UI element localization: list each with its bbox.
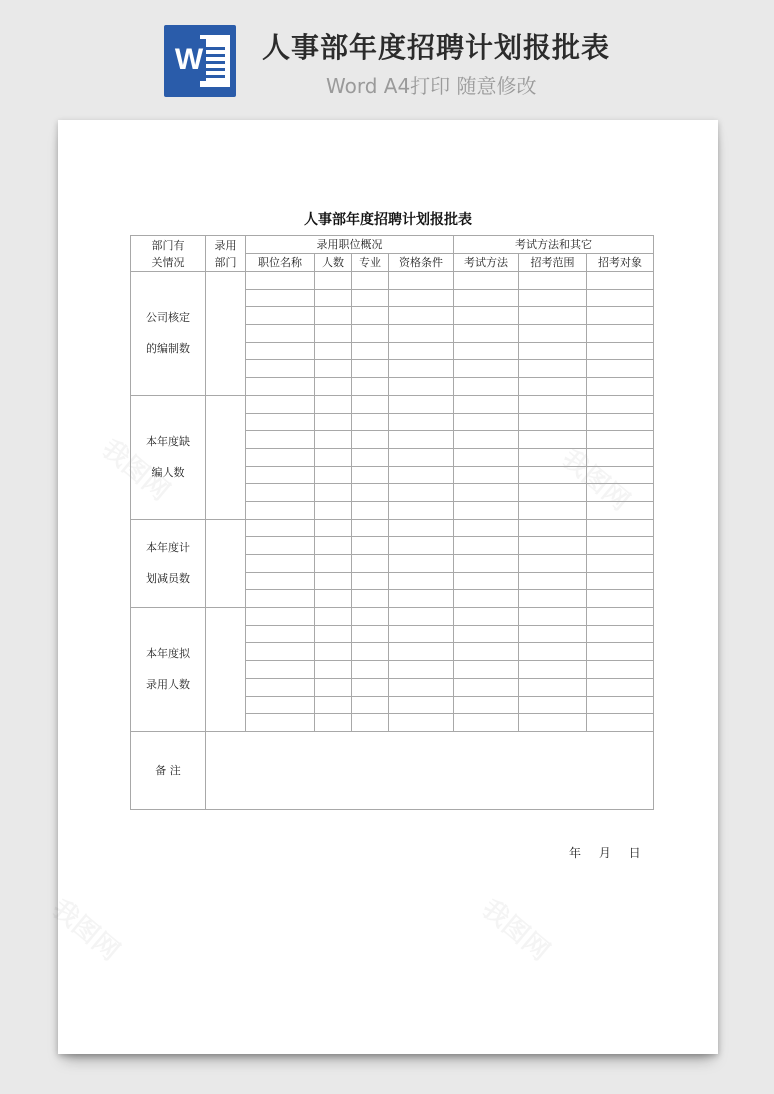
table-cell[interactable]	[315, 696, 352, 714]
table-cell[interactable]	[389, 289, 454, 307]
table-cell[interactable]	[587, 378, 654, 396]
table-cell[interactable]	[389, 413, 454, 431]
table-cell[interactable]	[389, 448, 454, 466]
table-cell[interactable]	[454, 307, 519, 325]
table-cell[interactable]	[587, 678, 654, 696]
table-cell[interactable]	[389, 360, 454, 378]
table-cell[interactable]	[519, 519, 587, 537]
table-cell[interactable]	[519, 625, 587, 643]
table-cell[interactable]	[246, 272, 315, 290]
table-cell[interactable]	[587, 342, 654, 360]
table-cell[interactable]	[587, 360, 654, 378]
table-cell[interactable]	[519, 395, 587, 413]
table-cell[interactable]	[454, 272, 519, 290]
table-cell[interactable]	[587, 289, 654, 307]
table-cell[interactable]	[454, 608, 519, 626]
table-cell[interactable]	[246, 484, 315, 502]
table-cell[interactable]	[246, 608, 315, 626]
table-cell[interactable]	[246, 325, 315, 343]
table-cell[interactable]	[519, 378, 587, 396]
table-cell[interactable]	[315, 661, 352, 679]
table-cell[interactable]	[315, 307, 352, 325]
table-cell[interactable]	[454, 466, 519, 484]
table-cell[interactable]	[519, 484, 587, 502]
table-cell[interactable]	[315, 448, 352, 466]
table-cell[interactable]	[246, 448, 315, 466]
table-cell[interactable]	[454, 360, 519, 378]
table-cell[interactable]	[454, 413, 519, 431]
hiring-dept-cell[interactable]	[206, 608, 246, 732]
table-cell[interactable]	[352, 484, 389, 502]
table-cell[interactable]	[454, 537, 519, 555]
table-cell[interactable]	[352, 378, 389, 396]
table-cell[interactable]	[315, 714, 352, 732]
table-cell[interactable]	[315, 378, 352, 396]
table-cell[interactable]	[246, 360, 315, 378]
table-cell[interactable]	[587, 448, 654, 466]
table-cell[interactable]	[389, 519, 454, 537]
table-cell[interactable]	[352, 590, 389, 608]
table-cell[interactable]	[315, 484, 352, 502]
table-cell[interactable]	[246, 625, 315, 643]
remark-cell[interactable]	[206, 731, 654, 809]
table-cell[interactable]	[315, 325, 352, 343]
table-cell[interactable]	[454, 431, 519, 449]
table-cell[interactable]	[389, 555, 454, 573]
date-line: 年 月 日	[569, 846, 641, 860]
table-cell[interactable]	[246, 395, 315, 413]
table-cell[interactable]	[246, 501, 315, 519]
table-cell[interactable]	[246, 378, 315, 396]
table-cell[interactable]	[389, 678, 454, 696]
header-dept-info: 部门有关情况	[131, 236, 206, 272]
table-cell[interactable]	[389, 608, 454, 626]
section-label: 本年度缺编人数	[131, 395, 206, 519]
table-cell[interactable]	[315, 519, 352, 537]
table-cell[interactable]	[454, 572, 519, 590]
table-cell[interactable]	[246, 678, 315, 696]
table-cell[interactable]	[454, 678, 519, 696]
table-cell[interactable]	[352, 289, 389, 307]
hiring-dept-cell[interactable]	[206, 395, 246, 519]
word-logo-icon	[164, 25, 236, 97]
recruitment-plan-table	[130, 235, 654, 810]
table-cell[interactable]	[389, 625, 454, 643]
table-cell[interactable]	[587, 590, 654, 608]
table-cell[interactable]	[587, 714, 654, 732]
table-cell[interactable]	[246, 572, 315, 590]
hiring-dept-cell[interactable]	[206, 272, 246, 396]
table-cell[interactable]	[389, 342, 454, 360]
table-cell[interactable]	[389, 466, 454, 484]
table-row	[131, 395, 654, 413]
table-cell[interactable]	[389, 395, 454, 413]
table-cell[interactable]	[352, 678, 389, 696]
table-cell[interactable]	[454, 289, 519, 307]
sub-header-cell: 招考对象	[587, 254, 654, 272]
table-cell[interactable]	[352, 360, 389, 378]
table-cell[interactable]	[519, 678, 587, 696]
table-cell[interactable]	[519, 325, 587, 343]
table-cell[interactable]	[587, 466, 654, 484]
page-title: 人事部年度招聘计划报批表	[262, 31, 611, 64]
table-cell[interactable]	[315, 342, 352, 360]
table-cell[interactable]	[454, 643, 519, 661]
table-cell[interactable]	[315, 272, 352, 290]
table-cell[interactable]	[587, 537, 654, 555]
document-title: 人事部年度招聘计划报批表	[304, 212, 472, 228]
table-cell[interactable]	[246, 643, 315, 661]
table-cell[interactable]	[519, 413, 587, 431]
table-cell[interactable]	[389, 696, 454, 714]
hiring-dept-cell[interactable]	[206, 519, 246, 607]
table-cell[interactable]	[246, 661, 315, 679]
table-cell[interactable]	[454, 378, 519, 396]
table-cell[interactable]	[352, 325, 389, 343]
table-cell[interactable]	[315, 466, 352, 484]
table-cell[interactable]	[519, 661, 587, 679]
header-hiring-dept: 录用部门	[206, 236, 246, 272]
table-cell[interactable]	[389, 643, 454, 661]
table-cell[interactable]	[454, 555, 519, 573]
table-cell[interactable]	[315, 395, 352, 413]
table-cell[interactable]	[352, 608, 389, 626]
table-cell[interactable]	[352, 501, 389, 519]
table-cell[interactable]	[246, 413, 315, 431]
table-cell[interactable]	[587, 643, 654, 661]
table-cell[interactable]	[587, 572, 654, 590]
table-cell[interactable]	[587, 484, 654, 502]
table-cell[interactable]	[519, 537, 587, 555]
table-cell[interactable]	[587, 307, 654, 325]
table-cell[interactable]	[587, 395, 654, 413]
table-cell[interactable]	[352, 625, 389, 643]
table-cell[interactable]	[389, 378, 454, 396]
section-label: 本年度拟录用人数	[131, 608, 206, 732]
table-cell[interactable]	[352, 661, 389, 679]
table-cell[interactable]	[519, 696, 587, 714]
table-cell[interactable]	[519, 307, 587, 325]
table-cell[interactable]	[352, 272, 389, 290]
table-cell[interactable]	[454, 625, 519, 643]
page-subtitle: Word A4打印 随意修改	[326, 74, 537, 98]
remark-label: 备 注	[131, 731, 206, 809]
table-cell[interactable]	[454, 714, 519, 732]
table-cell[interactable]	[246, 537, 315, 555]
table-cell[interactable]	[352, 395, 389, 413]
table-cell[interactable]	[352, 696, 389, 714]
table-cell[interactable]	[454, 484, 519, 502]
table-cell[interactable]	[352, 413, 389, 431]
table-cell[interactable]	[246, 555, 315, 573]
table-cell[interactable]	[389, 431, 454, 449]
table-cell[interactable]	[519, 448, 587, 466]
table-cell[interactable]	[454, 519, 519, 537]
table-cell[interactable]	[454, 661, 519, 679]
table-cell[interactable]	[246, 431, 315, 449]
table-cell[interactable]	[315, 625, 352, 643]
table-cell[interactable]	[389, 325, 454, 343]
sub-header-cell: 职位名称	[246, 254, 315, 272]
table-cell[interactable]	[389, 661, 454, 679]
table-cell[interactable]	[519, 643, 587, 661]
document-page	[58, 120, 718, 1054]
watermark	[45, 889, 129, 967]
table-cell[interactable]	[246, 289, 315, 307]
table-cell[interactable]	[519, 501, 587, 519]
table-cell[interactable]	[389, 484, 454, 502]
table-cell[interactable]	[587, 696, 654, 714]
table-cell[interactable]	[519, 466, 587, 484]
table-cell[interactable]	[389, 307, 454, 325]
table-cell[interactable]	[454, 590, 519, 608]
header-exam-methods: 考试方法和其它	[454, 236, 654, 254]
table-cell[interactable]	[315, 572, 352, 590]
table-cell[interactable]	[315, 608, 352, 626]
table-cell[interactable]	[519, 572, 587, 590]
table-cell[interactable]	[352, 555, 389, 573]
table-cell[interactable]	[519, 431, 587, 449]
sub-header-cell: 招考范围	[519, 254, 587, 272]
table-row	[131, 272, 654, 290]
table-cell[interactable]	[519, 590, 587, 608]
table-cell[interactable]	[315, 360, 352, 378]
table-cell[interactable]	[389, 590, 454, 608]
table-row	[131, 608, 654, 626]
table-cell[interactable]	[246, 342, 315, 360]
table-cell[interactable]	[315, 537, 352, 555]
table-cell[interactable]	[519, 714, 587, 732]
table-cell[interactable]	[587, 325, 654, 343]
table-cell[interactable]	[246, 590, 315, 608]
table-cell[interactable]	[246, 307, 315, 325]
table-cell[interactable]	[352, 519, 389, 537]
sub-header-cell: 专业	[352, 254, 389, 272]
table-cell[interactable]	[587, 413, 654, 431]
table-cell[interactable]	[352, 714, 389, 732]
table-cell[interactable]	[315, 678, 352, 696]
table-cell[interactable]	[389, 501, 454, 519]
table-cell[interactable]	[519, 360, 587, 378]
table-cell[interactable]	[587, 431, 654, 449]
table-cell[interactable]	[315, 289, 352, 307]
table-cell[interactable]	[519, 608, 587, 626]
table-cell[interactable]	[246, 714, 315, 732]
table-cell[interactable]	[246, 696, 315, 714]
table-cell[interactable]	[454, 448, 519, 466]
table-cell[interactable]	[389, 537, 454, 555]
table-cell[interactable]	[519, 272, 587, 290]
header-position-overview: 录用职位概况	[246, 236, 454, 254]
table-cell[interactable]	[352, 431, 389, 449]
table-cell[interactable]	[519, 555, 587, 573]
logo-letter: W	[172, 39, 206, 81]
table-cell[interactable]	[315, 413, 352, 431]
table-cell[interactable]	[246, 519, 315, 537]
table-cell[interactable]	[587, 519, 654, 537]
table-cell[interactable]	[352, 466, 389, 484]
section-label: 本年度计划减员数	[131, 519, 206, 607]
table-cell[interactable]	[352, 572, 389, 590]
table-cell[interactable]	[454, 696, 519, 714]
table-cell[interactable]	[389, 272, 454, 290]
table-cell[interactable]	[315, 590, 352, 608]
table-cell[interactable]	[519, 289, 587, 307]
table-cell[interactable]	[587, 272, 654, 290]
table-cell[interactable]	[389, 714, 454, 732]
watermark	[475, 889, 559, 967]
table-cell[interactable]	[315, 643, 352, 661]
sub-header-cell: 资格条件	[389, 254, 454, 272]
sub-header-cell: 人数	[315, 254, 352, 272]
table-cell[interactable]	[315, 431, 352, 449]
table-cell[interactable]	[587, 501, 654, 519]
table-row	[131, 519, 654, 537]
table-cell[interactable]	[352, 643, 389, 661]
table-cell[interactable]	[389, 572, 454, 590]
table-cell[interactable]	[587, 661, 654, 679]
table-cell[interactable]	[587, 555, 654, 573]
table-cell[interactable]	[587, 608, 654, 626]
table-cell[interactable]	[454, 395, 519, 413]
sub-header-cell: 考试方法	[454, 254, 519, 272]
table-cell[interactable]	[352, 537, 389, 555]
table-cell[interactable]	[246, 466, 315, 484]
table-cell[interactable]	[315, 555, 352, 573]
table-cell[interactable]	[587, 625, 654, 643]
table-cell[interactable]	[454, 342, 519, 360]
table-cell[interactable]	[352, 307, 389, 325]
table-cell[interactable]	[315, 501, 352, 519]
table-cell[interactable]	[454, 325, 519, 343]
table-cell[interactable]	[352, 342, 389, 360]
table-cell[interactable]	[454, 501, 519, 519]
table-cell[interactable]	[352, 448, 389, 466]
table-cell[interactable]	[519, 342, 587, 360]
section-label: 公司核定的编制数	[131, 272, 206, 396]
